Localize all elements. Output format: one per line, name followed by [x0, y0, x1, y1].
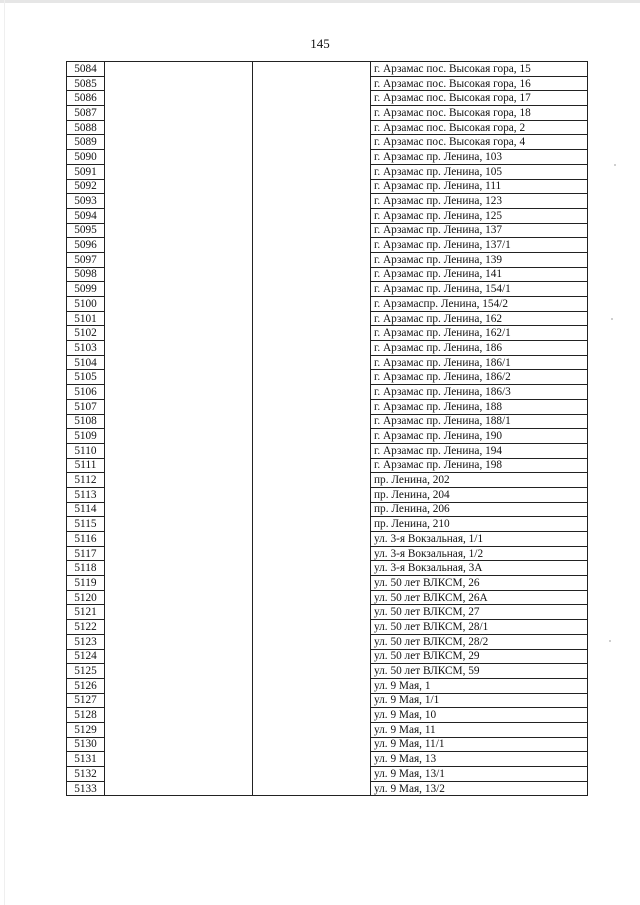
- table-row: [67, 502, 588, 517]
- empty-cell: [105, 576, 253, 591]
- table-row: [67, 722, 588, 737]
- empty-cell: [253, 282, 371, 297]
- empty-cell: [105, 767, 253, 782]
- scan-speck: [609, 640, 611, 642]
- row-number-cell: 5126: [67, 678, 105, 693]
- address-cell: ул. 50 лет ВЛКСМ, 26: [371, 576, 588, 591]
- address-cell: г. Арзамас пр. Ленина, 103: [371, 150, 588, 165]
- address-cell: г. Арзамас пр. Ленина, 125: [371, 208, 588, 223]
- empty-cell: [253, 399, 371, 414]
- address-cell: ул. 50 лет ВЛКСМ, 26А: [371, 590, 588, 605]
- address-cell: г. Арзамас пос. Высокая гора, 16: [371, 76, 588, 91]
- row-number-cell: 5104: [67, 355, 105, 370]
- empty-cell: [253, 767, 371, 782]
- empty-cell: [253, 267, 371, 282]
- address-cell: пр. Ленина, 206: [371, 502, 588, 517]
- table-row: [67, 473, 588, 488]
- address-registry-table: [66, 61, 588, 796]
- table-row: [67, 179, 588, 194]
- table-row: [67, 311, 588, 326]
- empty-cell: [105, 223, 253, 238]
- empty-cell: [253, 385, 371, 400]
- empty-cell: [253, 634, 371, 649]
- row-number-cell: 5100: [67, 297, 105, 312]
- empty-cell: [253, 179, 371, 194]
- empty-cell: [253, 252, 371, 267]
- empty-cell: [253, 91, 371, 106]
- table-row: [67, 355, 588, 370]
- address-cell: пр. Ленина, 202: [371, 473, 588, 488]
- address-cell: г. Арзамас пр. Ленина, 137/1: [371, 238, 588, 253]
- table-row: [67, 91, 588, 106]
- address-cell: г. Арзамас пр. Ленина, 162/1: [371, 326, 588, 341]
- table-row: [67, 620, 588, 635]
- row-number-cell: 5111: [67, 458, 105, 473]
- table-row: [67, 605, 588, 620]
- row-number-cell: 5092: [67, 179, 105, 194]
- empty-cell: [105, 634, 253, 649]
- empty-cell: [253, 737, 371, 752]
- address-cell: г. Арзамас пр. Ленина, 188/1: [371, 414, 588, 429]
- address-cell: г. Арзамас пос. Высокая гора, 2: [371, 120, 588, 135]
- empty-cell: [253, 223, 371, 238]
- table-row: [67, 634, 588, 649]
- empty-cell: [253, 135, 371, 150]
- row-number-cell: 5098: [67, 267, 105, 282]
- address-cell: г. Арзамас пр. Ленина, 162: [371, 311, 588, 326]
- table-row: [67, 590, 588, 605]
- empty-cell: [105, 341, 253, 356]
- table-row: [67, 297, 588, 312]
- empty-cell: [105, 722, 253, 737]
- table-row: [67, 517, 588, 532]
- address-cell: г. Арзамас пос. Высокая гора, 17: [371, 91, 588, 106]
- table-row: [67, 267, 588, 282]
- row-number-cell: 5124: [67, 649, 105, 664]
- address-cell: г. Арзамас пр. Ленина, 139: [371, 252, 588, 267]
- registry-table-body: [67, 62, 588, 796]
- empty-cell: [105, 106, 253, 121]
- address-cell: ул. 9 Мая, 13/2: [371, 781, 588, 796]
- row-number-cell: 5090: [67, 150, 105, 165]
- table-row: [67, 767, 588, 782]
- row-number-cell: 5132: [67, 767, 105, 782]
- row-number-cell: 5086: [67, 91, 105, 106]
- empty-cell: [253, 429, 371, 444]
- empty-cell: [253, 106, 371, 121]
- row-number-cell: 5099: [67, 282, 105, 297]
- row-number-cell: 5096: [67, 238, 105, 253]
- table-row: [67, 150, 588, 165]
- table-row: [67, 649, 588, 664]
- empty-cell: [253, 781, 371, 796]
- scan-speck: [614, 164, 616, 166]
- table-row: [67, 326, 588, 341]
- empty-cell: [253, 62, 371, 77]
- empty-cell: [105, 517, 253, 532]
- table-row: [67, 194, 588, 209]
- table-row: [67, 737, 588, 752]
- row-number-cell: 5101: [67, 311, 105, 326]
- table-row: [67, 385, 588, 400]
- address-cell: пр. Ленина, 204: [371, 487, 588, 502]
- address-cell: г. Арзамаспр. Ленина, 154/2: [371, 297, 588, 312]
- address-cell: ул. 50 лет ВЛКСМ, 27: [371, 605, 588, 620]
- empty-cell: [253, 576, 371, 591]
- empty-cell: [253, 517, 371, 532]
- row-number-cell: 5118: [67, 561, 105, 576]
- table-row: [67, 752, 588, 767]
- empty-cell: [105, 91, 253, 106]
- empty-cell: [253, 708, 371, 723]
- row-number-cell: 5120: [67, 590, 105, 605]
- table-row: [67, 414, 588, 429]
- table-row: [67, 106, 588, 121]
- row-number-cell: 5112: [67, 473, 105, 488]
- empty-cell: [105, 76, 253, 91]
- address-cell: г. Арзамас пр. Ленина, 190: [371, 429, 588, 444]
- address-cell: г. Арзамас пр. Ленина, 111: [371, 179, 588, 194]
- empty-cell: [253, 414, 371, 429]
- row-number-cell: 5089: [67, 135, 105, 150]
- empty-cell: [105, 737, 253, 752]
- row-number-cell: 5117: [67, 546, 105, 561]
- table-row: [67, 443, 588, 458]
- address-cell: ул. 50 лет ВЛКСМ, 59: [371, 664, 588, 679]
- table-row: [67, 487, 588, 502]
- empty-cell: [253, 150, 371, 165]
- address-cell: г. Арзамас пр. Ленина, 198: [371, 458, 588, 473]
- address-cell: г. Арзамас пр. Ленина, 186/3: [371, 385, 588, 400]
- empty-cell: [105, 238, 253, 253]
- empty-cell: [253, 649, 371, 664]
- row-number-cell: 5103: [67, 341, 105, 356]
- scan-top-edge: [0, 0, 640, 3]
- address-cell: пр. Ленина, 210: [371, 517, 588, 532]
- empty-cell: [105, 649, 253, 664]
- address-cell: г. Арзамас пр. Ленина, 141: [371, 267, 588, 282]
- address-cell: ул. 9 Мая, 11/1: [371, 737, 588, 752]
- empty-cell: [253, 590, 371, 605]
- address-cell: г. Арзамас пр. Ленина, 123: [371, 194, 588, 209]
- empty-cell: [105, 664, 253, 679]
- empty-cell: [105, 297, 253, 312]
- address-cell: ул. 9 Мая, 1: [371, 678, 588, 693]
- table-row: [67, 76, 588, 91]
- empty-cell: [105, 62, 253, 77]
- table-row: [67, 135, 588, 150]
- row-number-cell: 5113: [67, 487, 105, 502]
- table-row: [67, 576, 588, 591]
- table-row: [67, 708, 588, 723]
- empty-cell: [105, 282, 253, 297]
- empty-cell: [105, 370, 253, 385]
- address-cell: ул. 9 Мая, 11: [371, 722, 588, 737]
- table-row: [67, 223, 588, 238]
- empty-cell: [253, 341, 371, 356]
- empty-cell: [105, 678, 253, 693]
- scan-speck: [611, 318, 613, 320]
- empty-cell: [105, 179, 253, 194]
- row-number-cell: 5107: [67, 399, 105, 414]
- table-row: [67, 399, 588, 414]
- scan-left-edge: [4, 0, 5, 905]
- empty-cell: [105, 532, 253, 547]
- row-number-cell: 5093: [67, 194, 105, 209]
- address-cell: ул. 3-я Вокзальная, 3А: [371, 561, 588, 576]
- table-row: [67, 693, 588, 708]
- address-cell: ул. 50 лет ВЛКСМ, 28/2: [371, 634, 588, 649]
- empty-cell: [253, 208, 371, 223]
- address-cell: ул. 9 Мая, 13/1: [371, 767, 588, 782]
- table-row: [67, 781, 588, 796]
- empty-cell: [253, 326, 371, 341]
- empty-cell: [253, 355, 371, 370]
- empty-cell: [105, 252, 253, 267]
- address-cell: г. Арзамас пос. Высокая гора, 4: [371, 135, 588, 150]
- row-number-cell: 5110: [67, 443, 105, 458]
- table-row: [67, 429, 588, 444]
- empty-cell: [253, 620, 371, 635]
- address-cell: ул. 3-я Вокзальная, 1/2: [371, 546, 588, 561]
- table-row: [67, 62, 588, 77]
- empty-cell: [253, 678, 371, 693]
- address-cell: ул. 50 лет ВЛКСМ, 28/1: [371, 620, 588, 635]
- row-number-cell: 5133: [67, 781, 105, 796]
- row-number-cell: 5122: [67, 620, 105, 635]
- row-number-cell: 5106: [67, 385, 105, 400]
- table-row: [67, 561, 588, 576]
- empty-cell: [253, 561, 371, 576]
- row-number-cell: 5084: [67, 62, 105, 77]
- row-number-cell: 5119: [67, 576, 105, 591]
- table-row: [67, 532, 588, 547]
- empty-cell: [253, 487, 371, 502]
- table-row: [67, 164, 588, 179]
- empty-cell: [105, 781, 253, 796]
- table-row: [67, 208, 588, 223]
- row-number-cell: 5114: [67, 502, 105, 517]
- empty-cell: [253, 76, 371, 91]
- empty-cell: [253, 194, 371, 209]
- address-cell: г. Арзамас пр. Ленина, 137: [371, 223, 588, 238]
- empty-cell: [105, 693, 253, 708]
- empty-cell: [253, 370, 371, 385]
- empty-cell: [105, 135, 253, 150]
- row-number-cell: 5130: [67, 737, 105, 752]
- address-cell: ул. 3-я Вокзальная, 1/1: [371, 532, 588, 547]
- address-cell: г. Арзамас пр. Ленина, 194: [371, 443, 588, 458]
- empty-cell: [105, 208, 253, 223]
- row-number-cell: 5129: [67, 722, 105, 737]
- row-number-cell: 5095: [67, 223, 105, 238]
- empty-cell: [253, 311, 371, 326]
- table-row: [67, 678, 588, 693]
- empty-cell: [105, 267, 253, 282]
- empty-cell: [105, 487, 253, 502]
- empty-cell: [253, 443, 371, 458]
- empty-cell: [253, 664, 371, 679]
- empty-cell: [105, 326, 253, 341]
- row-number-cell: 5087: [67, 106, 105, 121]
- table-row: [67, 546, 588, 561]
- address-cell: г. Арзамас пос. Высокая гора, 18: [371, 106, 588, 121]
- row-number-cell: 5121: [67, 605, 105, 620]
- empty-cell: [105, 414, 253, 429]
- row-number-cell: 5105: [67, 370, 105, 385]
- row-number-cell: 5091: [67, 164, 105, 179]
- table-row: [67, 120, 588, 135]
- empty-cell: [105, 429, 253, 444]
- address-cell: г. Арзамас пр. Ленина, 186: [371, 341, 588, 356]
- empty-cell: [105, 150, 253, 165]
- empty-cell: [105, 708, 253, 723]
- row-number-cell: 5131: [67, 752, 105, 767]
- address-cell: г. Арзамас пр. Ленина, 154/1: [371, 282, 588, 297]
- table-row: [67, 238, 588, 253]
- empty-cell: [253, 120, 371, 135]
- table-row: [67, 458, 588, 473]
- address-cell: г. Арзамас пр. Ленина, 186/1: [371, 355, 588, 370]
- address-cell: ул. 9 Мая, 1/1: [371, 693, 588, 708]
- empty-cell: [105, 311, 253, 326]
- empty-cell: [105, 561, 253, 576]
- row-number-cell: 5097: [67, 252, 105, 267]
- table-row: [67, 282, 588, 297]
- address-cell: г. Арзамас пос. Высокая гора, 15: [371, 62, 588, 77]
- row-number-cell: 5109: [67, 429, 105, 444]
- empty-cell: [253, 693, 371, 708]
- row-number-cell: 5094: [67, 208, 105, 223]
- table-row: [67, 370, 588, 385]
- empty-cell: [253, 532, 371, 547]
- empty-cell: [253, 473, 371, 488]
- empty-cell: [105, 502, 253, 517]
- row-number-cell: 5102: [67, 326, 105, 341]
- empty-cell: [105, 120, 253, 135]
- empty-cell: [105, 605, 253, 620]
- table-row: [67, 341, 588, 356]
- empty-cell: [253, 297, 371, 312]
- empty-cell: [253, 546, 371, 561]
- table-row: [67, 252, 588, 267]
- empty-cell: [253, 605, 371, 620]
- row-number-cell: 5085: [67, 76, 105, 91]
- empty-cell: [253, 238, 371, 253]
- row-number-cell: 5125: [67, 664, 105, 679]
- row-number-cell: 5116: [67, 532, 105, 547]
- row-number-cell: 5127: [67, 693, 105, 708]
- address-cell: г. Арзамас пр. Ленина, 186/2: [371, 370, 588, 385]
- empty-cell: [105, 473, 253, 488]
- row-number-cell: 5128: [67, 708, 105, 723]
- empty-cell: [105, 458, 253, 473]
- address-cell: г. Арзамас пр. Ленина, 188: [371, 399, 588, 414]
- address-cell: г. Арзамас пр. Ленина, 105: [371, 164, 588, 179]
- table-row: [67, 664, 588, 679]
- row-number-cell: 5088: [67, 120, 105, 135]
- empty-cell: [253, 458, 371, 473]
- empty-cell: [105, 164, 253, 179]
- page-number: 145: [310, 36, 330, 51]
- empty-cell: [253, 752, 371, 767]
- empty-cell: [253, 164, 371, 179]
- row-number-cell: 5123: [67, 634, 105, 649]
- row-number-cell: 5108: [67, 414, 105, 429]
- empty-cell: [105, 590, 253, 605]
- address-cell: ул. 9 Мая, 10: [371, 708, 588, 723]
- empty-cell: [105, 355, 253, 370]
- empty-cell: [105, 399, 253, 414]
- empty-cell: [105, 443, 253, 458]
- address-cell: ул. 9 Мая, 13: [371, 752, 588, 767]
- row-number-cell: 5115: [67, 517, 105, 532]
- empty-cell: [105, 546, 253, 561]
- empty-cell: [105, 620, 253, 635]
- empty-cell: [105, 194, 253, 209]
- empty-cell: [253, 502, 371, 517]
- address-cell: ул. 50 лет ВЛКСМ, 29: [371, 649, 588, 664]
- empty-cell: [105, 752, 253, 767]
- empty-cell: [253, 722, 371, 737]
- empty-cell: [105, 385, 253, 400]
